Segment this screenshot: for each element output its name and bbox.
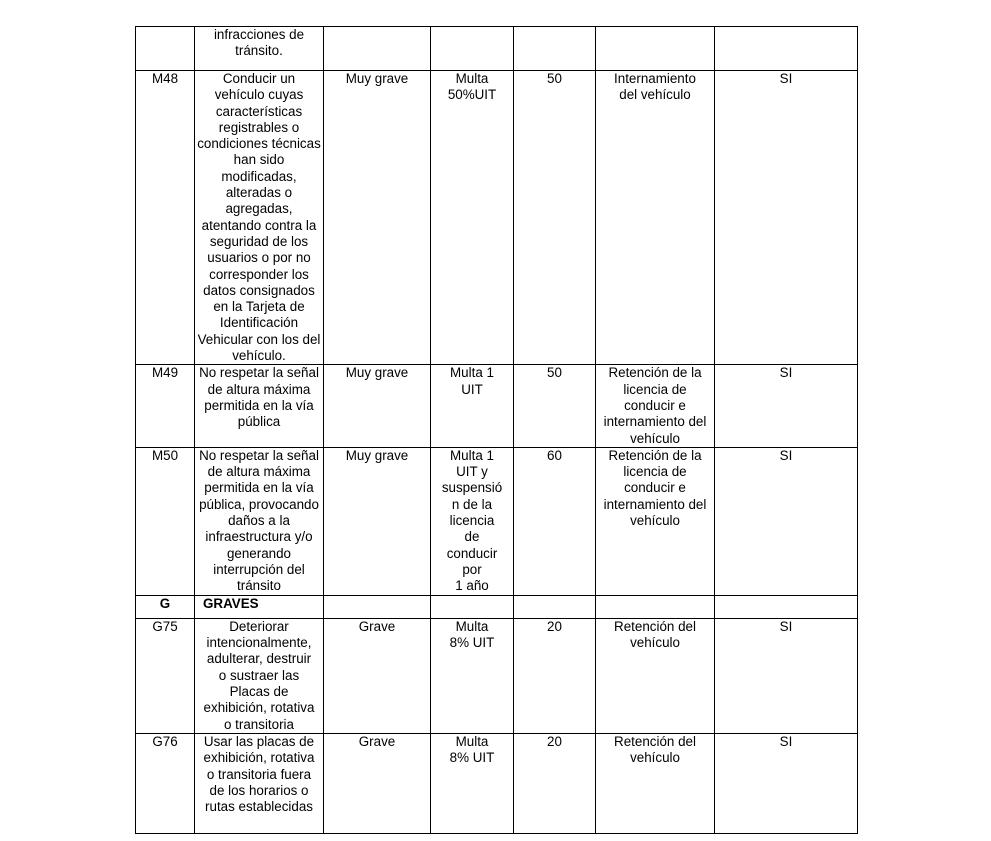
code-cell xyxy=(136,27,195,71)
infractions-table-page xyxy=(135,26,857,834)
penalty-cell: Multa 8% UIT xyxy=(431,618,514,733)
points-cell: 50 xyxy=(514,365,596,447)
severity-cell: Muy grave xyxy=(324,447,431,595)
table-row xyxy=(136,365,858,447)
severity-cell: Muy grave xyxy=(324,71,431,365)
solidarity-cell: SI xyxy=(715,618,858,733)
points-cell: 20 xyxy=(514,733,596,833)
preventive-measure-cell: Retención de la licencia de conducir e internamiento del vehículo xyxy=(596,365,715,447)
penalty-cell: Multa 1 UIT xyxy=(431,365,514,447)
preventive-measure-cell: Retención de la licencia de conducir e internamiento del vehículo xyxy=(596,447,715,595)
empty-cell xyxy=(715,595,858,618)
empty-cell xyxy=(596,595,715,618)
infractions-table xyxy=(135,26,858,834)
table-row xyxy=(136,27,858,71)
code-cell: M48 xyxy=(136,71,195,365)
preventive-measure-cell: Retención del vehículo xyxy=(596,618,715,733)
code-cell: G75 xyxy=(136,618,195,733)
solidarity-cell: SI xyxy=(715,365,858,447)
table-row xyxy=(136,618,858,733)
description-cell: Conducir un vehículo cuyas características registrables o condiciones técnicas han sido modificadas, alteradas o agregadas, atentando contra la seguridad de los usuarios o por no corresponder los datos consignados en la Tarjeta de Identificación Vehicular con los del vehículo. xyxy=(195,71,324,365)
severity-cell: Grave xyxy=(324,733,431,833)
description-cell: Deteriorar intencionalmente, adulterar, destruir o sustraer las Placas de exhibición, rotativa o transitoria xyxy=(195,618,324,733)
empty-cell xyxy=(324,595,431,618)
points-cell: 50 xyxy=(514,71,596,365)
points-cell: 20 xyxy=(514,618,596,733)
penalty-cell: Multa 1 UIT y suspensió n de la licencia de conducir por 1 año xyxy=(431,447,514,595)
section-header-row xyxy=(136,595,858,618)
points-cell xyxy=(514,27,596,71)
preventive-measure-cell: Internamiento del vehículo xyxy=(596,71,715,365)
code-cell: G76 xyxy=(136,733,195,833)
description-cell: infracciones de tránsito. xyxy=(195,27,324,71)
empty-cell xyxy=(514,595,596,618)
table-row xyxy=(136,447,858,595)
points-cell: 60 xyxy=(514,447,596,595)
description-cell: No respetar la señal de altura máxima permitida en la vía pública, provocando daños a la infraestructura y/o generando interrupción del tránsito xyxy=(195,447,324,595)
penalty-cell: Multa 8% UIT xyxy=(431,733,514,833)
code-cell: M49 xyxy=(136,365,195,447)
severity-cell: Muy grave xyxy=(324,365,431,447)
preventive-measure-cell: Retención del vehículo xyxy=(596,733,715,833)
penalty-cell xyxy=(431,27,514,71)
preventive-measure-cell xyxy=(596,27,715,71)
severity-cell: Grave xyxy=(324,618,431,733)
code-cell: M50 xyxy=(136,447,195,595)
table-row xyxy=(136,71,858,365)
empty-cell xyxy=(431,595,514,618)
section-title-cell: GRAVES xyxy=(195,595,324,618)
description-cell: Usar las placas de exhibición, rotativa o transitoria fuera de los horarios o rutas establecidas xyxy=(195,733,324,833)
solidarity-cell: SI xyxy=(715,447,858,595)
solidarity-cell xyxy=(715,27,858,71)
penalty-cell: Multa 50%UIT xyxy=(431,71,514,365)
section-code-cell: G xyxy=(136,595,195,618)
table-body xyxy=(136,27,858,834)
table-row xyxy=(136,733,858,833)
solidarity-cell: SI xyxy=(715,71,858,365)
solidarity-cell: SI xyxy=(715,733,858,833)
description-cell: No respetar la señal de altura máxima permitida en la vía pública xyxy=(195,365,324,447)
severity-cell xyxy=(324,27,431,71)
